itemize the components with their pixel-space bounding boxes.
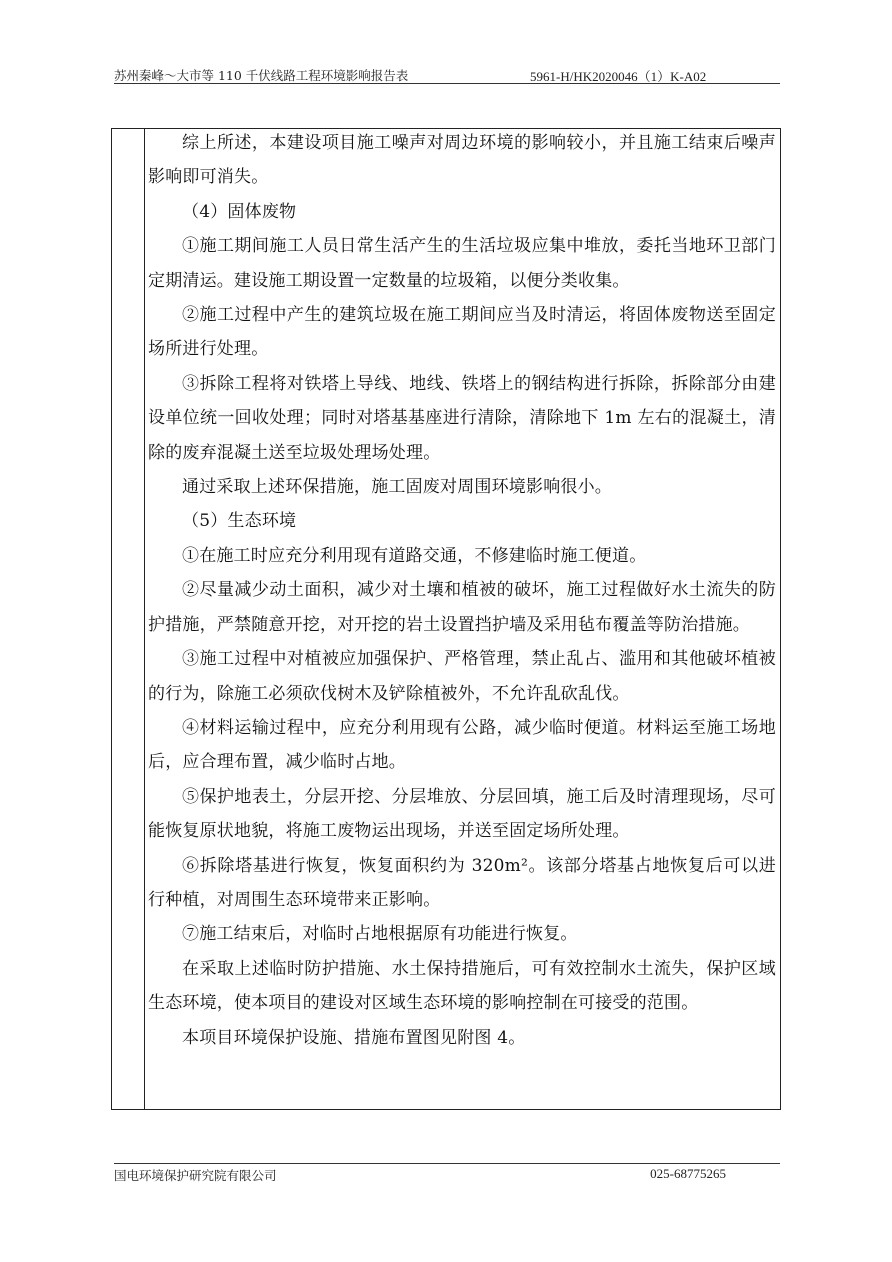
paragraph-waste-2: ②施工过程中产生的建筑垃圾在施工期间应当及时清运，将固体废物送至固定场所进行处理。	[148, 305, 776, 360]
page-header	[114, 64, 780, 84]
paragraph-eco-7: ⑦施工结束后，对临时占地根据原有功能进行恢复。	[182, 924, 578, 945]
paragraph-eco-summary: 在采取上述临时防护措施、水土保持措施后，可有效控制水土流失，保护区域生态环境，使本项目的建设对区域生态环境的影响控制在可接受的范围。	[148, 958, 776, 1014]
paragraph-waste-summary: 通过采取上述环保措施，施工固废对周围环境影响很小。	[182, 477, 612, 498]
organization-name: 国电环境保护研究院有限公司	[114, 1168, 277, 1183]
paragraph-eco-2: ②尽量减少动土面积，减少对土壤和植被的破坏，施工过程做好水土流失的防护措施，严禁随意开挖，对开挖的岩土设置挡护墙及采用毡布覆盖等防治措施。	[148, 580, 776, 635]
paragraph-eco-1: ①在施工时应充分利用现有道路交通，不修建临时施工便道。	[182, 545, 647, 566]
paragraph-noise-summary: 综上所述，本建设项目施工噪声对周边环境的影响较小，并且施工结束后噪声影响即可消失。	[148, 133, 776, 188]
paragraph-appendix-reference: 本项目环境保护设施、措施布置图见附图 4。	[182, 1027, 526, 1048]
report-title: 苏州秦峰～大市等 110 千伏线路工程环境影响报告表	[114, 68, 409, 83]
table-content-cell	[148, 126, 776, 1055]
paragraph-eco-6: ⑥拆除塔基进行恢复，恢复面积约为 320m²。该部分塔基占地恢复后可以进行种植，对周围生态环境带来正影响。	[148, 855, 776, 910]
header-divider	[114, 83, 780, 84]
page-footer	[114, 1165, 780, 1185]
paragraph-waste-3: ③拆除工程将对铁塔上导线、地线、铁塔上的钢结构进行拆除，拆除部分由建设单位统一回收处理；同时对塔基基座进行清除，清除地下 1m 左右的混凝土，清除的废弃混凝土送至垃圾处理场处理。	[148, 373, 776, 463]
document-code: 5961-H/HK2020046（1）K-A02	[530, 69, 707, 84]
paragraph-eco-3: ③施工过程中对植被应加强保护、严格管理，禁止乱占、滥用和其他破坏植被的行为，除施工必须砍伐树木及铲除植被外，不允许乱砍乱伐。	[148, 649, 776, 704]
table-column-divider	[144, 129, 145, 1109]
paragraph-waste-1: ①施工期间施工人员日常生活产生的生活垃圾应集中堆放，委托当地环卫部门定期清运。建设施工期设置一定数量的垃圾箱，以便分类收集。	[148, 236, 776, 291]
footer-divider	[114, 1163, 780, 1164]
paragraph-eco-5: ⑤保护地表土，分层开挖、分层堆放、分层回填，施工后及时清理现场，尽可能恢复原状地貌，将施工废物运出现场，并送至固定场所处理。	[148, 786, 776, 842]
phone-number: 025-68775265	[650, 1166, 726, 1181]
section-heading-solid-waste: （4）固体废物	[182, 201, 297, 222]
paragraph-eco-4: ④材料运输过程中，应充分利用现有公路，减少临时便道。材料运至施工场地后，应合理布置，减少临时占地。	[148, 717, 776, 773]
section-heading-ecology: （5）生态环境	[182, 511, 297, 532]
